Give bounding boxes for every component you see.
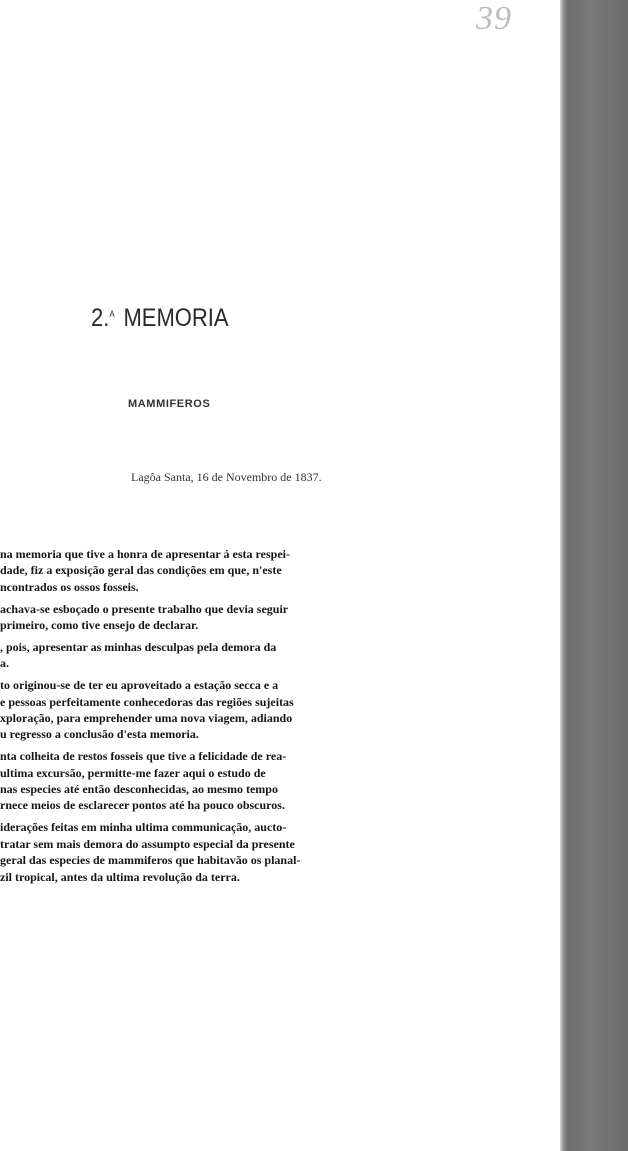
text-line: ncontrados os ossos fosseis. (0, 579, 139, 594)
text-line: iderações feitas em minha ultima communicação, aucto- (0, 820, 287, 835)
text-line: a. (0, 656, 9, 671)
text-line: rnece meios de esclarecer pontos até ha pouco obscuros. (0, 798, 285, 813)
paragraph-2 (0, 601, 560, 634)
text-line: ultima excursão, permitte-me fazer aqui o estudo de (0, 765, 266, 780)
paragraph-6 (0, 819, 560, 885)
text-line: dade, fiz a exposição geral das condições em que, n'este (0, 563, 282, 578)
title-number: 2. (91, 304, 110, 332)
text-line: nas especies até então desconhecidas, ao mesmo tempo (0, 782, 278, 797)
paragraph-5 (0, 748, 560, 814)
paragraph-4 (0, 677, 560, 743)
text-line: primeiro, como tive ensejo de declarar. (0, 618, 199, 633)
paragraph-3 (0, 639, 560, 672)
text-line: u regresso a conclusão d'esta memoria. (0, 727, 199, 742)
body-text (0, 546, 560, 890)
section-subtitle: MAMMIFEROS (128, 398, 211, 410)
text-line: geral das especies de mammiferos que habitavão os planal- (0, 853, 301, 868)
text-line: xploração, para emprehender uma nova viagem, adiando (0, 711, 293, 726)
page-number: 39 (476, 0, 512, 37)
text-line: zil tropical, antes da ultima revolução da terra. (0, 869, 240, 884)
text-line: to originou-se de ter eu aproveitado a estação secca e a (0, 678, 279, 693)
title-word: MEMORIA (123, 304, 229, 332)
text-line: na memoria que tive a honra de apresentar á esta respei- (0, 547, 290, 561)
title-ordinal-mark: A (109, 309, 115, 319)
text-line: , pois, apresentar as minhas desculpas pela demora da (0, 639, 277, 654)
text-line: tratar sem mais demora do assumpto especial da presente (0, 836, 295, 851)
paragraph-1 (0, 546, 560, 595)
book-spine-shadow (560, 0, 628, 1151)
text-line: nta colheita de restos fosseis que tive a felicidade de rea- (0, 749, 287, 764)
memoir-title (91, 304, 229, 333)
text-line: e pessoas perfeitamente conhecedoras das regiões sujeitas (0, 694, 294, 709)
dateline: Lagôa Santa, 16 de Novembro de 1837. (131, 470, 322, 484)
text-line: achava-se esboçado o presente trabalho que devia seguir (0, 601, 289, 616)
